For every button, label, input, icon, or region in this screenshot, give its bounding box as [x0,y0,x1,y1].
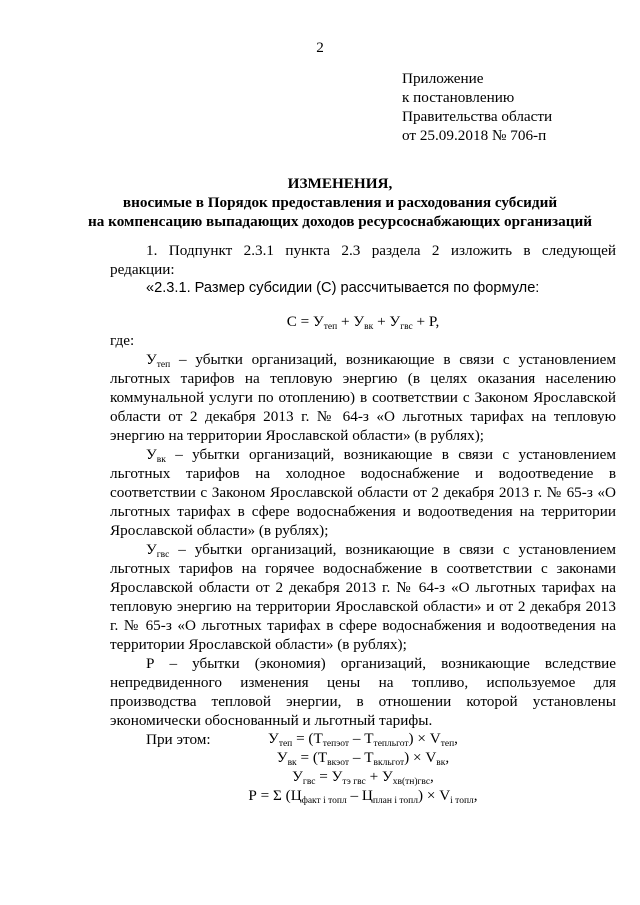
clause-paragraph: «2.3.1. Размер субсидии (С) рассчитывается по формуле: [146,280,540,296]
appendix-line: Приложение [402,70,484,87]
appendix-line: Правительства области [402,108,553,125]
document-title [60,174,620,231]
formulas-block [110,729,616,805]
formula-line: $У_{гвс} = У_{тэ гвс} + У_{хв(тн)гвс}$, [292,768,434,787]
appendix-line: от 25.09.2018 № 706-п [402,127,547,144]
page-number: 2 [316,39,324,56]
definitions-block [110,331,616,749]
intro-block [110,241,616,298]
appendix-line: к постановлению [402,89,515,106]
formula-line: Р = Σ $(Ц_{факт i топл} - Ц_{план i топл}) \times V_{i топл}$, [248,787,478,806]
title-line: на компенсацию выпадающих доходов ресурсоснабжающих организаций [88,213,592,230]
main-formula: $С = У_{теп} + У_{вк} + У_{гвс} + Р$, [286,313,440,332]
formula-line: $У_{теп} = (Т_{тепэот} - Т_{тепльгот}) \times V_{теп}$, [268,730,458,749]
formula-line: $У_{вк} = (Т_{вкэот} - Т_{вкльгот}) \times V_{вк}$, [276,749,450,768]
intro-paragraph: 1. Подпункт 2.3.1 пункта 2.3 раздела 2 изложить в следующей редакции: [110,242,616,278]
definition-paragraph: $У_{гвс}$ – убытки организаций, возникающие в связи с установлением льготных тарифов на горячее водоснабжение в соответствии с законами Ярославской области от 2 декабря 2013 г. № 64-з «О льготных тарифах на тепловую энергию на территории Ярославской области» и от 2 декабря 2013 г. № 65-з «О льготных тарифах в сфере водоснабжения и водоотведения на территории Ярославской области» (в рублях); [110,541,616,653]
appendix-block [402,69,552,145]
definition-paragraph: $У_{вк}$ – убытки организаций, возникающие в связи с установлением льготных тарифов на холодное водоснабжение и водоотведение в соответствии с Законом Ярославской области от 2 декабря 2013 г. № 65-з «О льготных тарифах в сфере водоснабжения и водоотведения на территории Ярославской области» (в рублях); [110,446,616,539]
title-line: вносимые в Порядок предоставления и расходования субсидий [122,194,558,211]
definition-paragraph: Р – убытки (экономия) организаций, возникающие вследствие непредвиденного изменения цены на топливо, используемое для производства тепловой энергии, в отношении которой установлены экономически обоснованный и льготный тарифы. [110,655,616,729]
where-label: где: [110,332,135,349]
pri-etom-label: При этом: [146,731,211,748]
definition-paragraph: $У_{теп}$ – убытки организаций, возникающие в связи с установлением льготных тарифов на тепловую энергию (в целях оказания населению коммунальной услуги по отоплению) в соответствии с Законом Ярославской области от 2 декабря 2013 г. № 64-з «О льготных тарифах на тепловую энергию на территории Ярославской области» (в рублях); [110,351,616,444]
title-line: ИЗМЕНЕНИЯ, [287,175,393,192]
